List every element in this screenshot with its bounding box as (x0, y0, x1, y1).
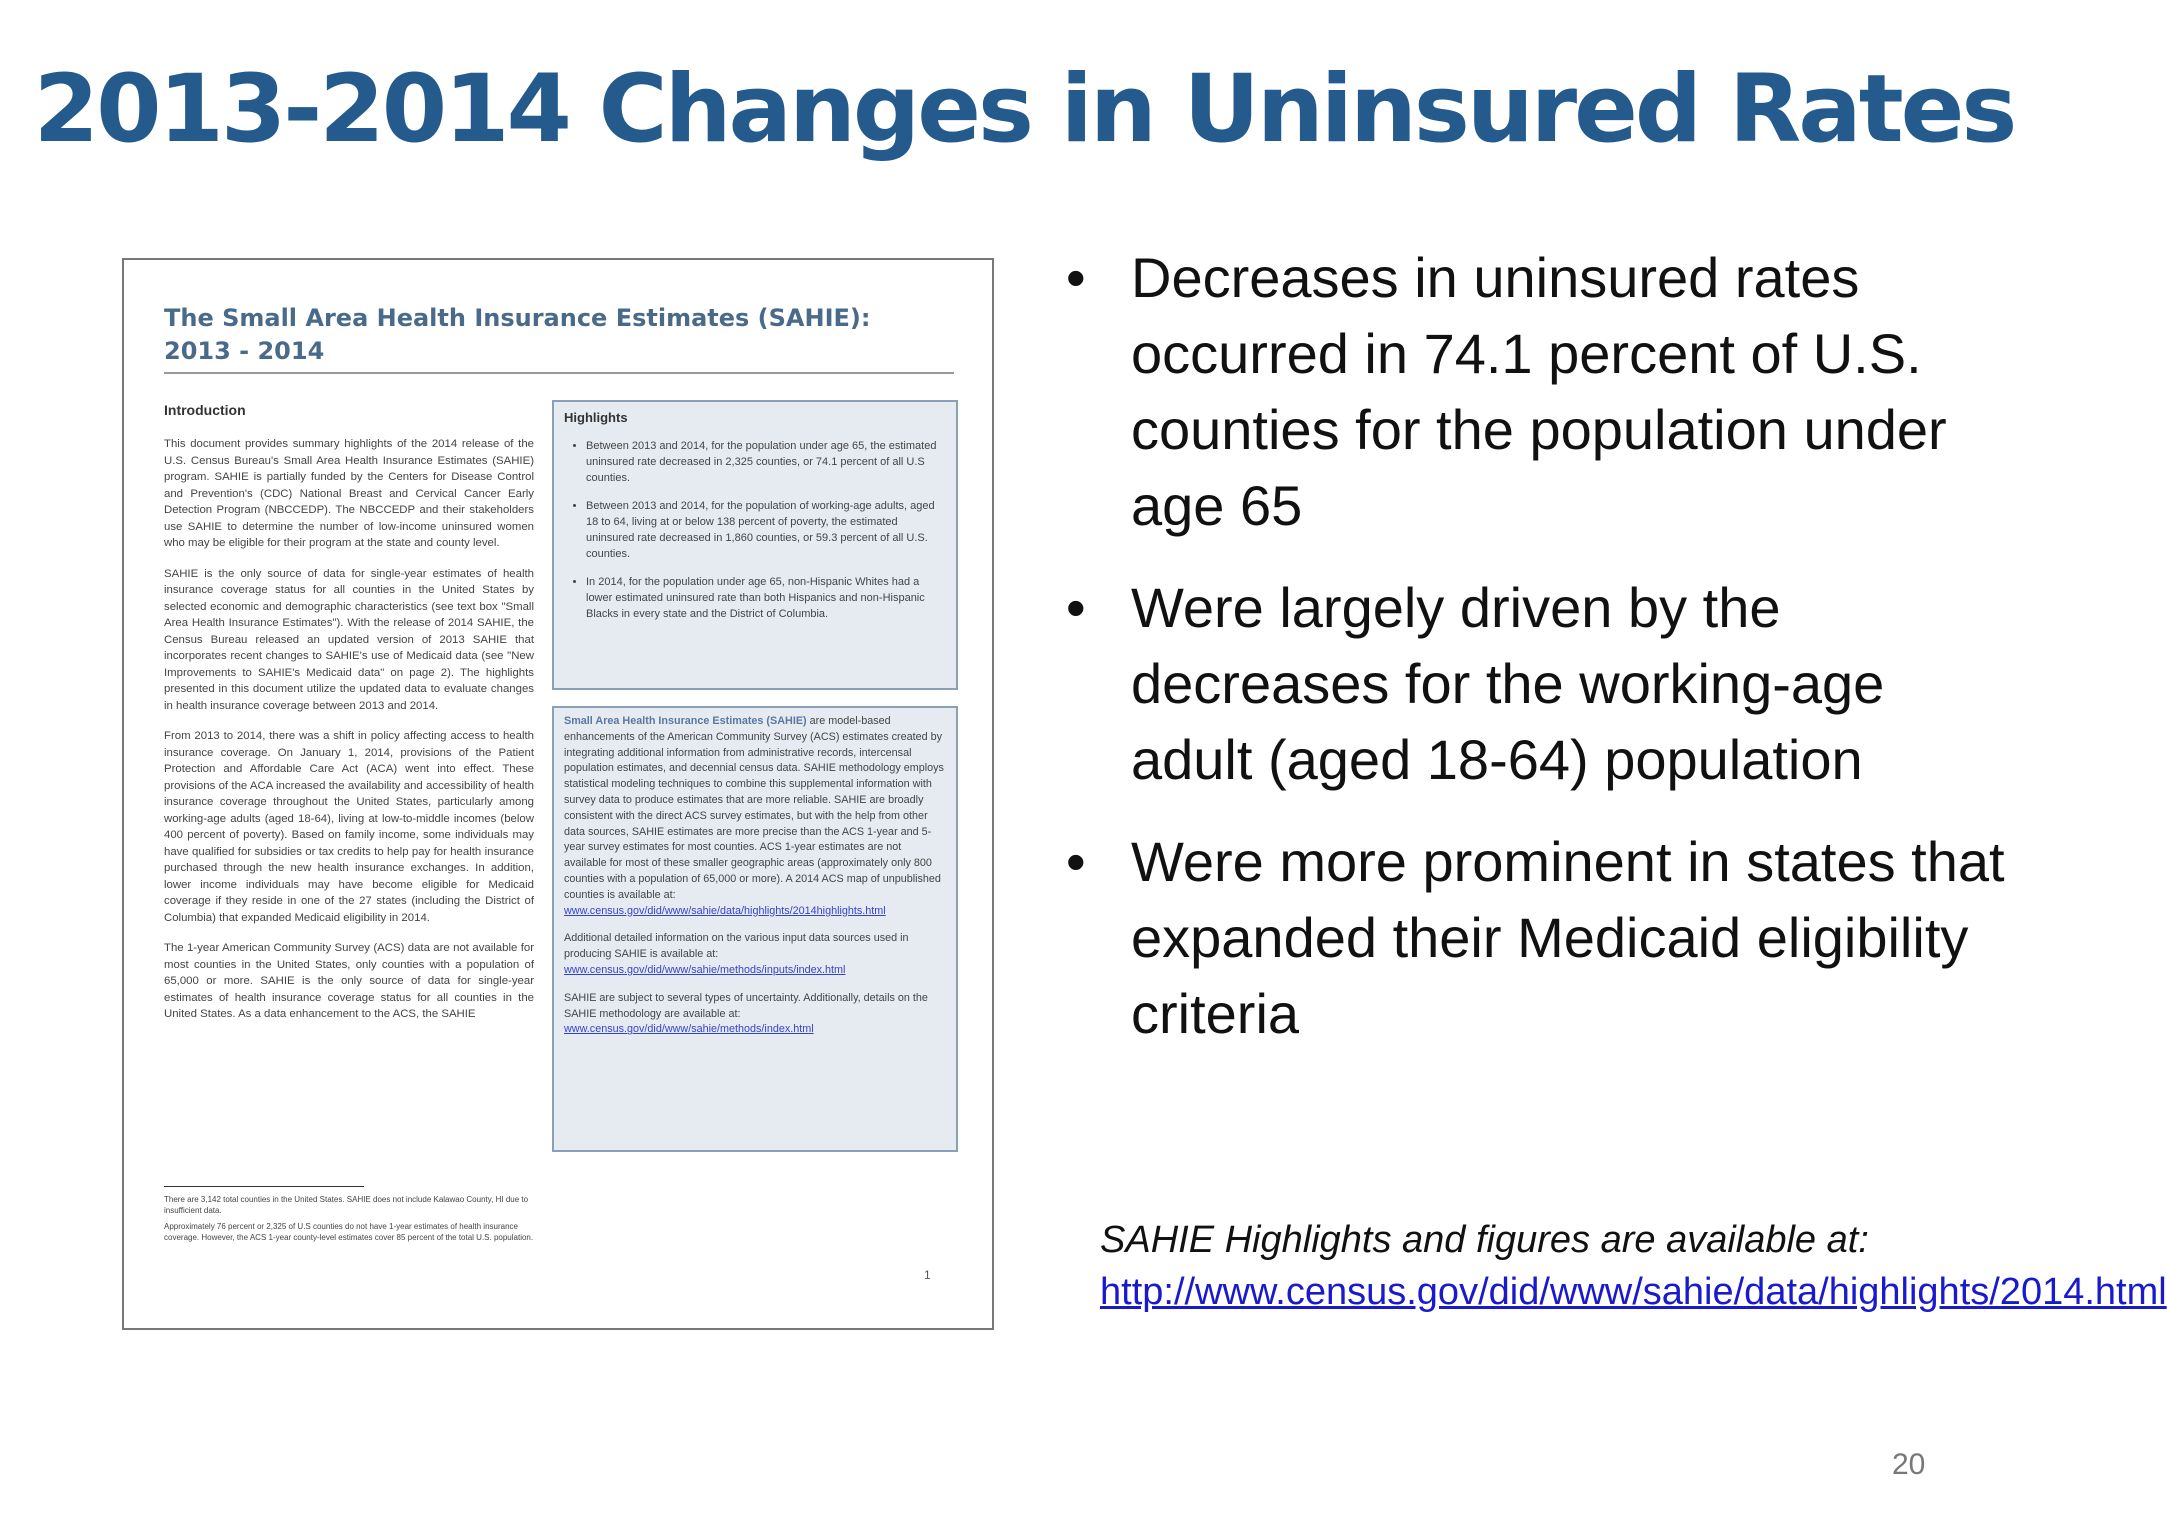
title-divider (164, 372, 954, 374)
highlight-item: • Between 2013 and 2014, for the population under age 65, the estimated uninsured rate decreased in 2,325 counties, or 74.1 percent of all U.S counties. (586, 438, 946, 486)
info-lead: Small Area Health Insurance Estimates (SAHIE) (564, 715, 807, 727)
sahie-info-box (552, 706, 958, 1152)
info-paragraph (564, 714, 946, 919)
info-link-inputs[interactable]: www.census.gov/did/www/sahie/methods/inputs/index.html (564, 963, 846, 976)
intro-paragraph: This document provides summary highlights of the 2014 release of the U.S. Census Bureau's Small Area Health Insurance Estimates (SAHIE) program. SAHIE is partially funded by the Centers for Disease Control and Prevention's (CDC) National Breast and Cervical Cancer Early Detection Program (NBCCEDP). The NBCCEDP and their stakeholders use SAHIE to determine the number of low-income uninsured women who may be eligible for their program at the state and county level. (164, 438, 534, 549)
footnote: There are 3,142 total counties in the United States. SAHIE does not include Kalawao County, HI due to insufficient data. (164, 1195, 529, 1215)
info-text2: Additional detailed information on the various input data sources used in producing SAHIE is available at: (564, 932, 909, 961)
document-title-line2: 2013 - 2014 (164, 337, 325, 365)
info-paragraph (564, 931, 946, 978)
footnote: Approximately 76 percent or 2,325 of U.S counties do not have 1-year estimates of health insurance coverage. However, the ACS 1-year county-level estimates cover 85 percent of the total U.S. population. (164, 1222, 534, 1242)
document-title-line1: The Small Area Health Insurance Estimates (SAHIE): (164, 304, 871, 332)
intro-paragraph: SAHIE is the only source of data for single-year estimates of health insurance coverage status for all counties in the United States by selected economic and demographic characteristics (see text box "Small Area Health Insurance Estimates"). With the release of 2014 SAHIE, the Census Bureau released an updated version of 2013 SAHIE that incorporates recent changes to SAHIE's use of Medicaid data (see "New Improvements to SAHIE's Medicaid data" on page 2). The highlights presented in this document utilize the updated data to evaluate changes in health insurance coverage between 2013 and 2014. (164, 567, 534, 712)
highlights-heading: Highlights (564, 410, 628, 425)
info-paragraph (564, 991, 946, 1038)
bullet-item (1058, 240, 2008, 544)
bullet-item (1058, 824, 2008, 1052)
footnote-divider (164, 1186, 364, 1187)
intro-heading: Introduction (164, 402, 246, 418)
highlight-item: • Between 2013 and 2014, for the population of working-age adults, aged 18 to 64, living at or below 138 percent of poverty, the estimated uninsured rate decreased in 1,860 counties, or 59.3 percent of all U.S. counties. (586, 498, 946, 562)
highlight-item: • In 2014, for the population under age 65, non-Hispanic Whites had a lower estimated uninsured rate than both Hispanics and non-Hispanic Blacks in every state and the District of Columbia. (586, 574, 946, 622)
bullet-dot-icon: • (1066, 830, 1086, 893)
info-link-methods[interactable]: www.census.gov/did/www/sahie/methods/index.html (564, 1023, 814, 1036)
slide-page-number: 20 (1892, 1448, 1926, 1481)
document-thumbnail (122, 258, 994, 1330)
highlights-list (564, 438, 946, 622)
intro-column (164, 436, 534, 1037)
bullet-item (1058, 570, 2008, 798)
bullet-text: Decreases in uninsured rates occurred in 74.1 percent of U.S. counties for the population under age 65 (1131, 246, 1947, 537)
info-text: are model-based enhancements of the American Community Survey (ACS) estimates created by integrating additional information from administrative records, intercensal population estimates, and decennial census data. SAHIE methodology employs statistical modeling techniques to combine this supplemental information with survey data to produce estimates that are more reliable. SAHIE are broadly consistent with the direct ACS survey estimates, but with the help from other data sources, SAHIE estimates are more precise than the ACS 1-year and 5-year survey estimates for most counties. ACS 1-year estimates are not available for most of these smaller geographic areas (approximately only 800 counties with a population of 65,000 or more). A 2014 ACS map of unpublished counties is available at: (564, 715, 944, 901)
source-note-text: SAHIE Highlights and figures are available at: (1100, 1219, 1869, 1261)
bullet-text: Were more prominent in states that expanded their Medicaid eligibility criteria (1131, 830, 2005, 1045)
bullet-dot-icon: • (1066, 576, 1086, 639)
source-note (1100, 1214, 2167, 1318)
document-page-number: 1 (924, 1268, 931, 1282)
footnotes (164, 1194, 544, 1248)
intro-paragraph: The 1-year American Community Survey (ACS) data are not available for most counties in the United States, only counties with a population of 65,000 or more. SAHIE is the only source of data for single-year estimates of health insurance coverage status for all counties in the United States. As a data enhancement to the ACS, the SAHIE (164, 942, 534, 1020)
info-text3: SAHIE are subject to several types of uncertainty. Additionally, details on the SAHIE methodology are available at: (564, 991, 928, 1020)
info-link-map[interactable]: www.census.gov/did/www/sahie/data/highlights/2014highlights.html (564, 904, 886, 917)
bullet-dot-icon: • (1066, 246, 1086, 309)
document-title (164, 302, 944, 368)
highlights-box (552, 400, 958, 690)
bullet-text: Were largely driven by the decreases for the working-age adult (aged 18-64) population (1131, 576, 1885, 791)
bullet-list (1058, 240, 2008, 1078)
source-link[interactable]: http://www.census.gov/did/www/sahie/data/highlights/2014.html (1100, 1271, 2167, 1313)
slide-title: 2013-2014 Changes in Uninsured Rates (33, 55, 2015, 164)
intro-paragraph: From 2013 to 2014, there was a shift in policy affecting access to health insurance coverage. On January 1, 2014, provisions of the Patient Protection and Affordable Care Act (ACA) went into effect. These provisions of the ACA increased the availability and accessibility of health insurance coverage throughout the United States, particularly among working-age adults (aged 18-64), living at low-to-middle incomes (below 400 percent of poverty). Based on family income, some individuals may have qualified for subsidies or tax credits to help pay for health insurance purchased through the new health insurance exchanges. In addition, lower income individuals may have become eligible for Medicaid coverage if they reside in one of the 27 states (including the District of Columbia) that expanded Medicaid eligibility in 2014. (164, 730, 534, 924)
